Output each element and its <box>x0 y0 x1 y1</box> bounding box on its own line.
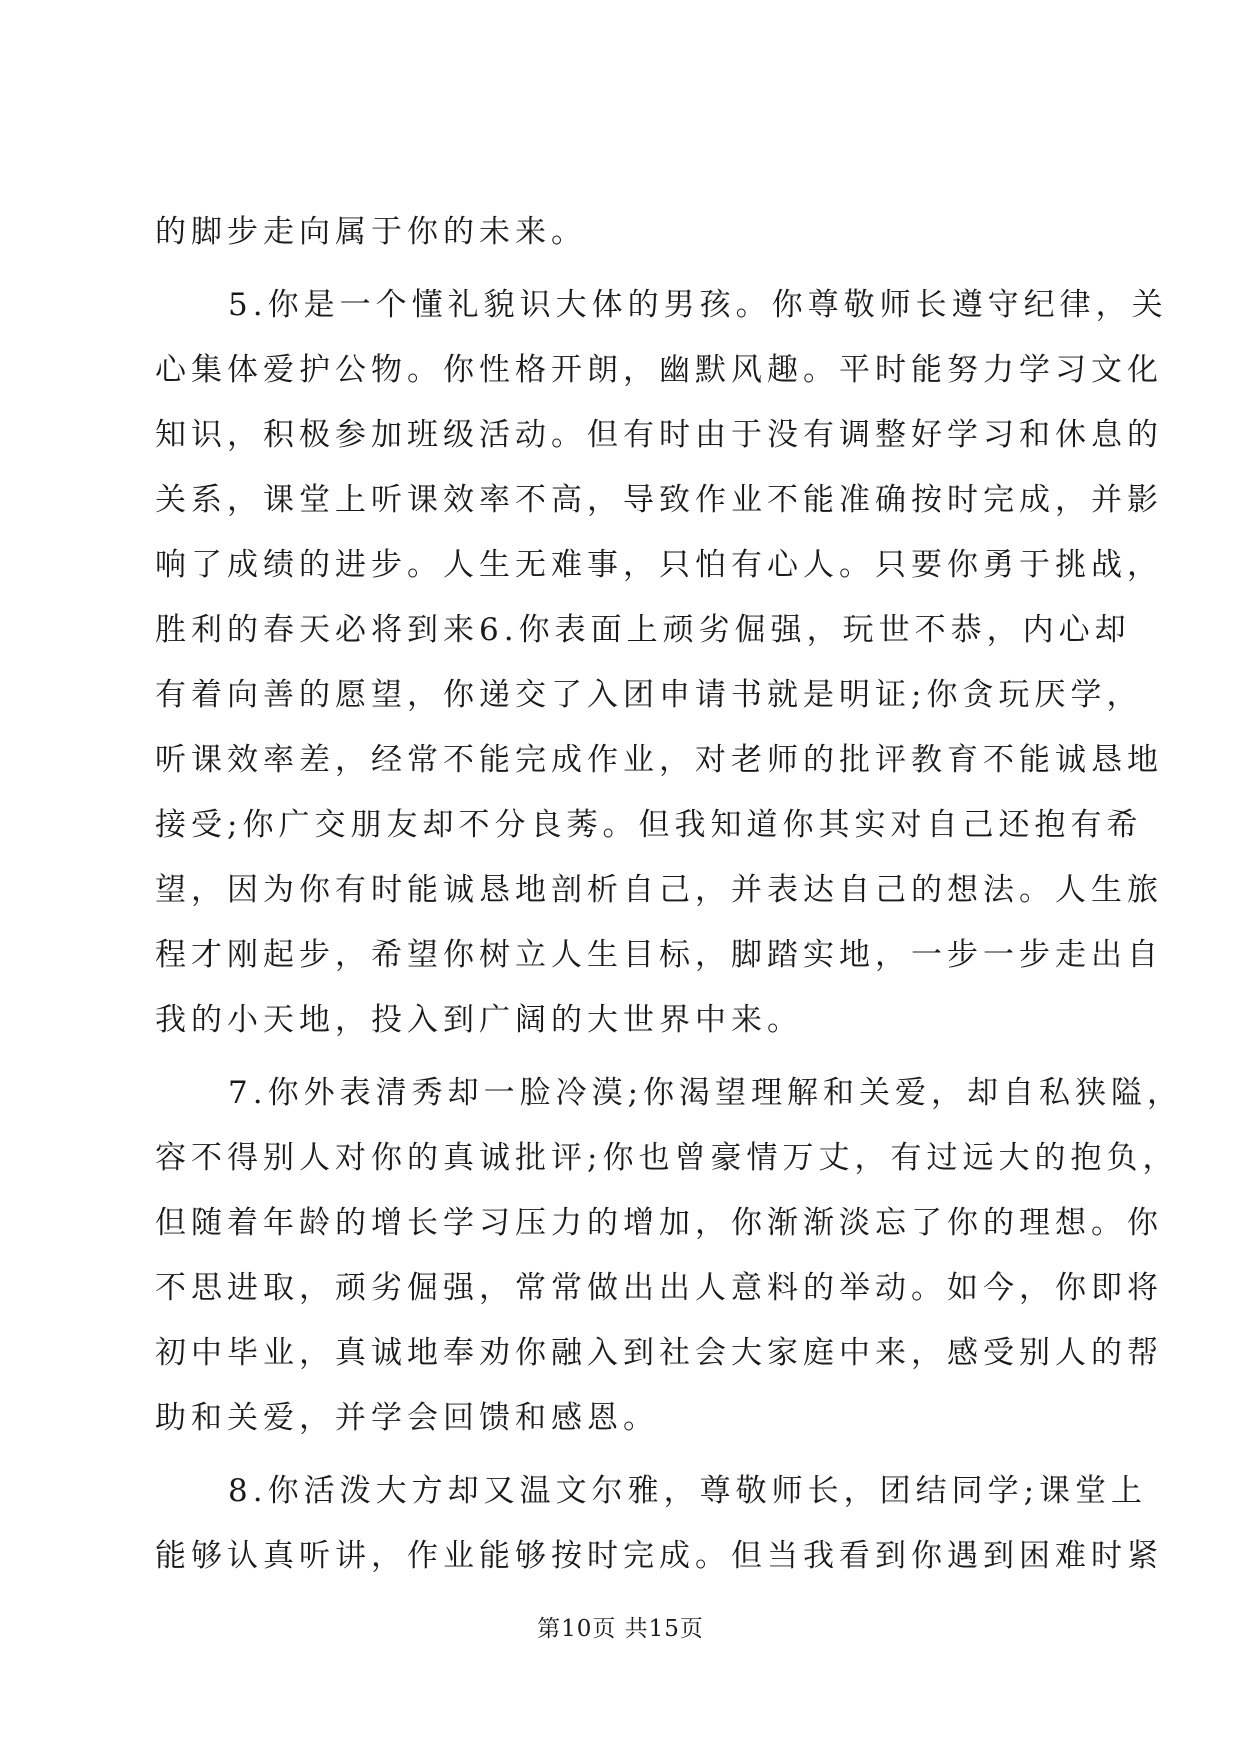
text-line: 听课效率差，经常不能完成作业，对老师的批评教育不能诚恳地 <box>155 742 1163 778</box>
text-line: 我的小天地，投入到广阔的大世界中来。 <box>155 1002 803 1038</box>
text-line: 响了成绩的进步。人生无难事，只怕有心人。只要你勇于挑战， <box>155 547 1163 583</box>
text-line: 但随着年龄的增长学习压力的增加，你渐渐淡忘了你的理想。你 <box>155 1205 1163 1241</box>
text-line: 知识，积极参加班级活动。但有时由于没有调整好学习和休息的 <box>155 417 1163 453</box>
text-line: 7.你外表清秀却一脸冷漠;你渴望理解和关爱，却自私狭隘， <box>228 1075 1184 1111</box>
text-line: 容不得别人对你的真诚批评;你也曾豪情万丈，有过远大的抱负， <box>155 1140 1179 1176</box>
text-line: 关系，课堂上听课效率不高，导致作业不能准确按时完成，并影 <box>155 482 1163 518</box>
text-line: 5.你是一个懂礼貌识大体的男孩。你尊敬师长遵守纪律，关 <box>228 287 1168 323</box>
page-number-footer: 第10页 共15页 <box>537 1616 704 1642</box>
text-line: 助和关爱，并学会回馈和感恩。 <box>155 1400 659 1436</box>
text-line: 能够认真听讲，作业能够按时完成。但当我看到你遇到困难时紧 <box>155 1538 1163 1574</box>
text-line: 胜利的春天必将到来6.你表面上顽劣倔强，玩世不恭，内心却 <box>155 612 1131 648</box>
document-body <box>155 200 1184 1589</box>
text-line: 有着向善的愿望，你递交了入团申请书就是明证;你贪玩厌学， <box>155 677 1143 713</box>
text-line: 8.你活泼大方却又温文尔雅，尊敬师长，团结同学;课堂上 <box>228 1473 1148 1509</box>
text-line: 程才刚起步，希望你树立人生目标，脚踏实地，一步一步走出自 <box>155 937 1163 973</box>
text-line: 望，因为你有时能诚恳地剖析自己，并表达自己的想法。人生旅 <box>155 872 1163 908</box>
text-line: 接受;你广交朋友却不分良莠。但我知道你其实对自己还抱有希 <box>155 807 1143 843</box>
text-line: 心集体爱护公物。你性格开朗，幽默风趣。平时能努力学习文化 <box>155 352 1163 388</box>
text-line: 的脚步走向属于你的未来。 <box>155 214 587 250</box>
text-line: 不思进取，顽劣倔强，常常做出出人意料的举动。如今，你即将 <box>155 1270 1163 1306</box>
text-line: 初中毕业，真诚地奉劝你融入到社会大家庭中来，感受别人的帮 <box>155 1335 1163 1371</box>
